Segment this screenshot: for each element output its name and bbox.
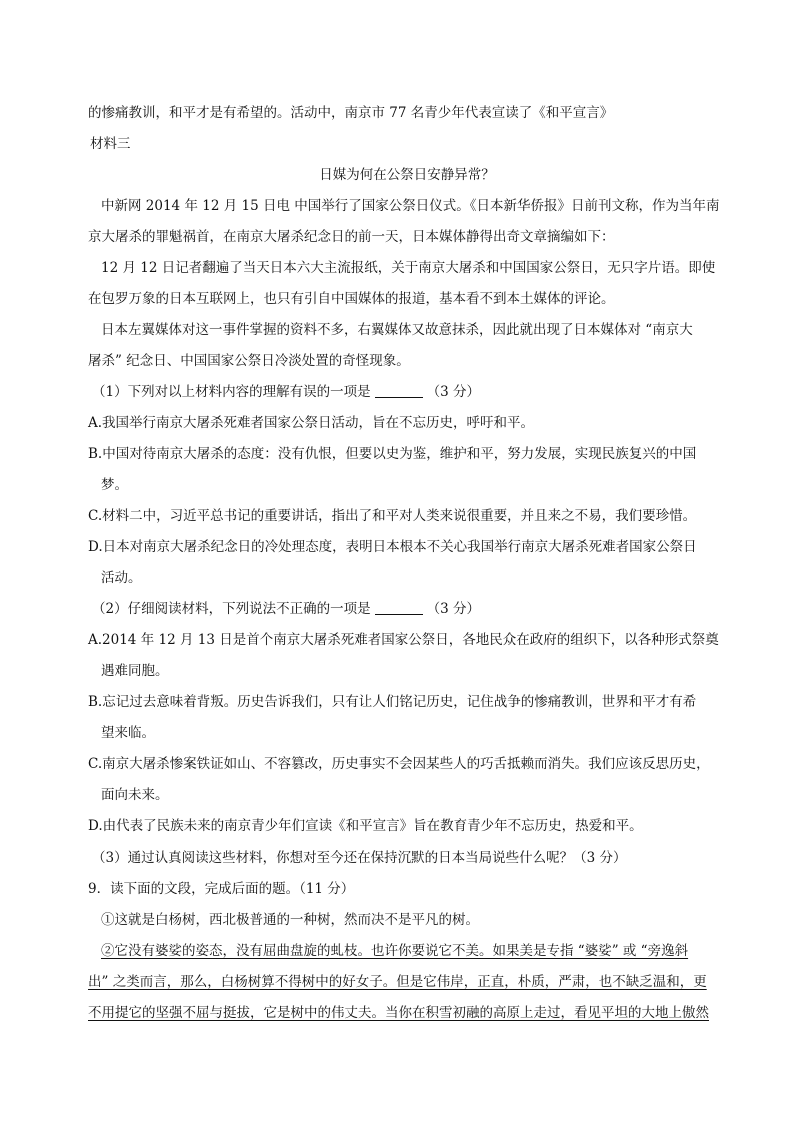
option-d: D.由代表了民族未来的南京青少年们宣读《和平宣言》旨在教育青少年不忘历史，热爱和平。 bbox=[88, 818, 643, 834]
option-d-continued: 活动。 bbox=[101, 570, 142, 586]
underlined-text: 不用提它的坚强不屈与挺拔，它是树中的伟丈夫。当你在积雪初融的高原上走过，看见平坦的大地上傲然 bbox=[88, 1005, 709, 1021]
option-a: A.2014 年 12 月 13 日是首个南京大屠杀死难者国家公祭日，各地民众在政府的组织下，以各种形式祭奠 bbox=[88, 632, 719, 648]
option-a-continued: 遇难同胞。 bbox=[101, 663, 169, 679]
passage-paragraph-2-continued bbox=[88, 1003, 794, 1023]
section-heading: 材料三 bbox=[90, 136, 131, 152]
option-c: C.材料二中，习近平总书记的重要讲话，指出了和平对人类来说很重要，并且来之不易，我们要珍惜。 bbox=[88, 508, 697, 524]
option-b-continued: 梦。 bbox=[101, 477, 128, 493]
answer-blank bbox=[375, 600, 423, 615]
text-line: 12 月 12 日记者翻遍了当天日本六大主流报纸，关于南京大屠杀和中国国家公祭日，无只字片语。即使 bbox=[101, 260, 716, 276]
text-line: 中新网 2014 年 12 月 15 日电 中国举行了国家公祭日仪式。《日本新华侨报》日前刊文称，作为当年南 bbox=[101, 198, 720, 214]
passage-paragraph-1: ①这就是白杨树，西北极普通的一种树，然而决不是平凡的树。 bbox=[101, 912, 479, 928]
text-line: 的惨痛教训，和平才是有希望的。活动中，南京市 77 名青少年代表宣读了《和平宣言》 bbox=[88, 105, 614, 121]
option-c: C.南京大屠杀惨案铁证如山、不容篡改，历史事实不会因某些人的巧舌抵赖而消失。我们应该反思历史， bbox=[88, 756, 710, 772]
option-b: B.忘记过去意味着背叛。历史告诉我们，只有让人们铭记历史，记住战争的惨痛教训，世界和平才有希 bbox=[88, 694, 697, 710]
text-line: 日本左翼媒体对这一事件掌握的资料不多，右翼媒体又故意抹杀，因此就出现了日本媒体对 “南京大 bbox=[101, 322, 693, 338]
option-d: D.日本对南京大屠杀纪念日的冷处理态度，表明日本根本不关心我国举行南京大屠杀死难者国家公祭日 bbox=[88, 539, 697, 555]
question-score: （3 分） bbox=[426, 601, 480, 617]
article-title: 日媒为何在公祭日安静异常？ bbox=[319, 167, 495, 183]
passage-paragraph-2: ②它没有婆娑的姿态，没有屈曲盘旋的虬枝。也许你要说它不美。如果美是专指 “婆娑” 或 “旁逸斜 bbox=[101, 943, 689, 959]
option-c-continued: 面向未来。 bbox=[101, 787, 169, 803]
answer-blank bbox=[375, 383, 423, 398]
option-b-continued: 望来临。 bbox=[101, 725, 155, 741]
text-line: 在包罗万象的日本互联网上，也只有引自中国媒体的报道，基本看不到本土媒体的评论。 bbox=[88, 291, 615, 307]
question-1-stem bbox=[92, 382, 794, 402]
question-text: （2）仔细阅读材料，下列说法不正确的一项是 bbox=[92, 601, 371, 617]
question-2-stem bbox=[92, 599, 794, 619]
question-3: （3）通过认真阅读这些材料，你想对至今还在保持沉默的日本当局说些什么呢？（3 分） bbox=[92, 850, 627, 866]
option-a: A.我国举行南京大屠杀死难者国家公祭日活动，旨在不忘历史，呼吁和平。 bbox=[88, 415, 535, 431]
question-score: （3 分） bbox=[426, 384, 480, 400]
text-line: 京大屠杀的罪魁祸首，在南京大屠杀纪念日的前一天，日本媒体静得出奇文章摘编如下： bbox=[88, 229, 615, 245]
passage-paragraph-2-continued: 出” 之类而言，那么，白杨树算不得树中的好女子。但是它伟岸，正直，朴质，严肃，也不缺乏温和，更 bbox=[88, 974, 707, 990]
question-9-heading: 9．读下面的文段，完成后面的题。（11 分） bbox=[88, 881, 355, 897]
option-b: B.中国对待南京大屠杀的态度：没有仇恨，但要以史为鉴，维护和平，努力发展，实现民族复兴的中国 bbox=[88, 446, 697, 462]
text-line: 屠杀” 纪念日、中国国家公祭日冷淡处置的奇怪现象。 bbox=[88, 353, 410, 369]
question-text: （1）下列对以上材料内容的理解有误的一项是 bbox=[92, 384, 371, 400]
